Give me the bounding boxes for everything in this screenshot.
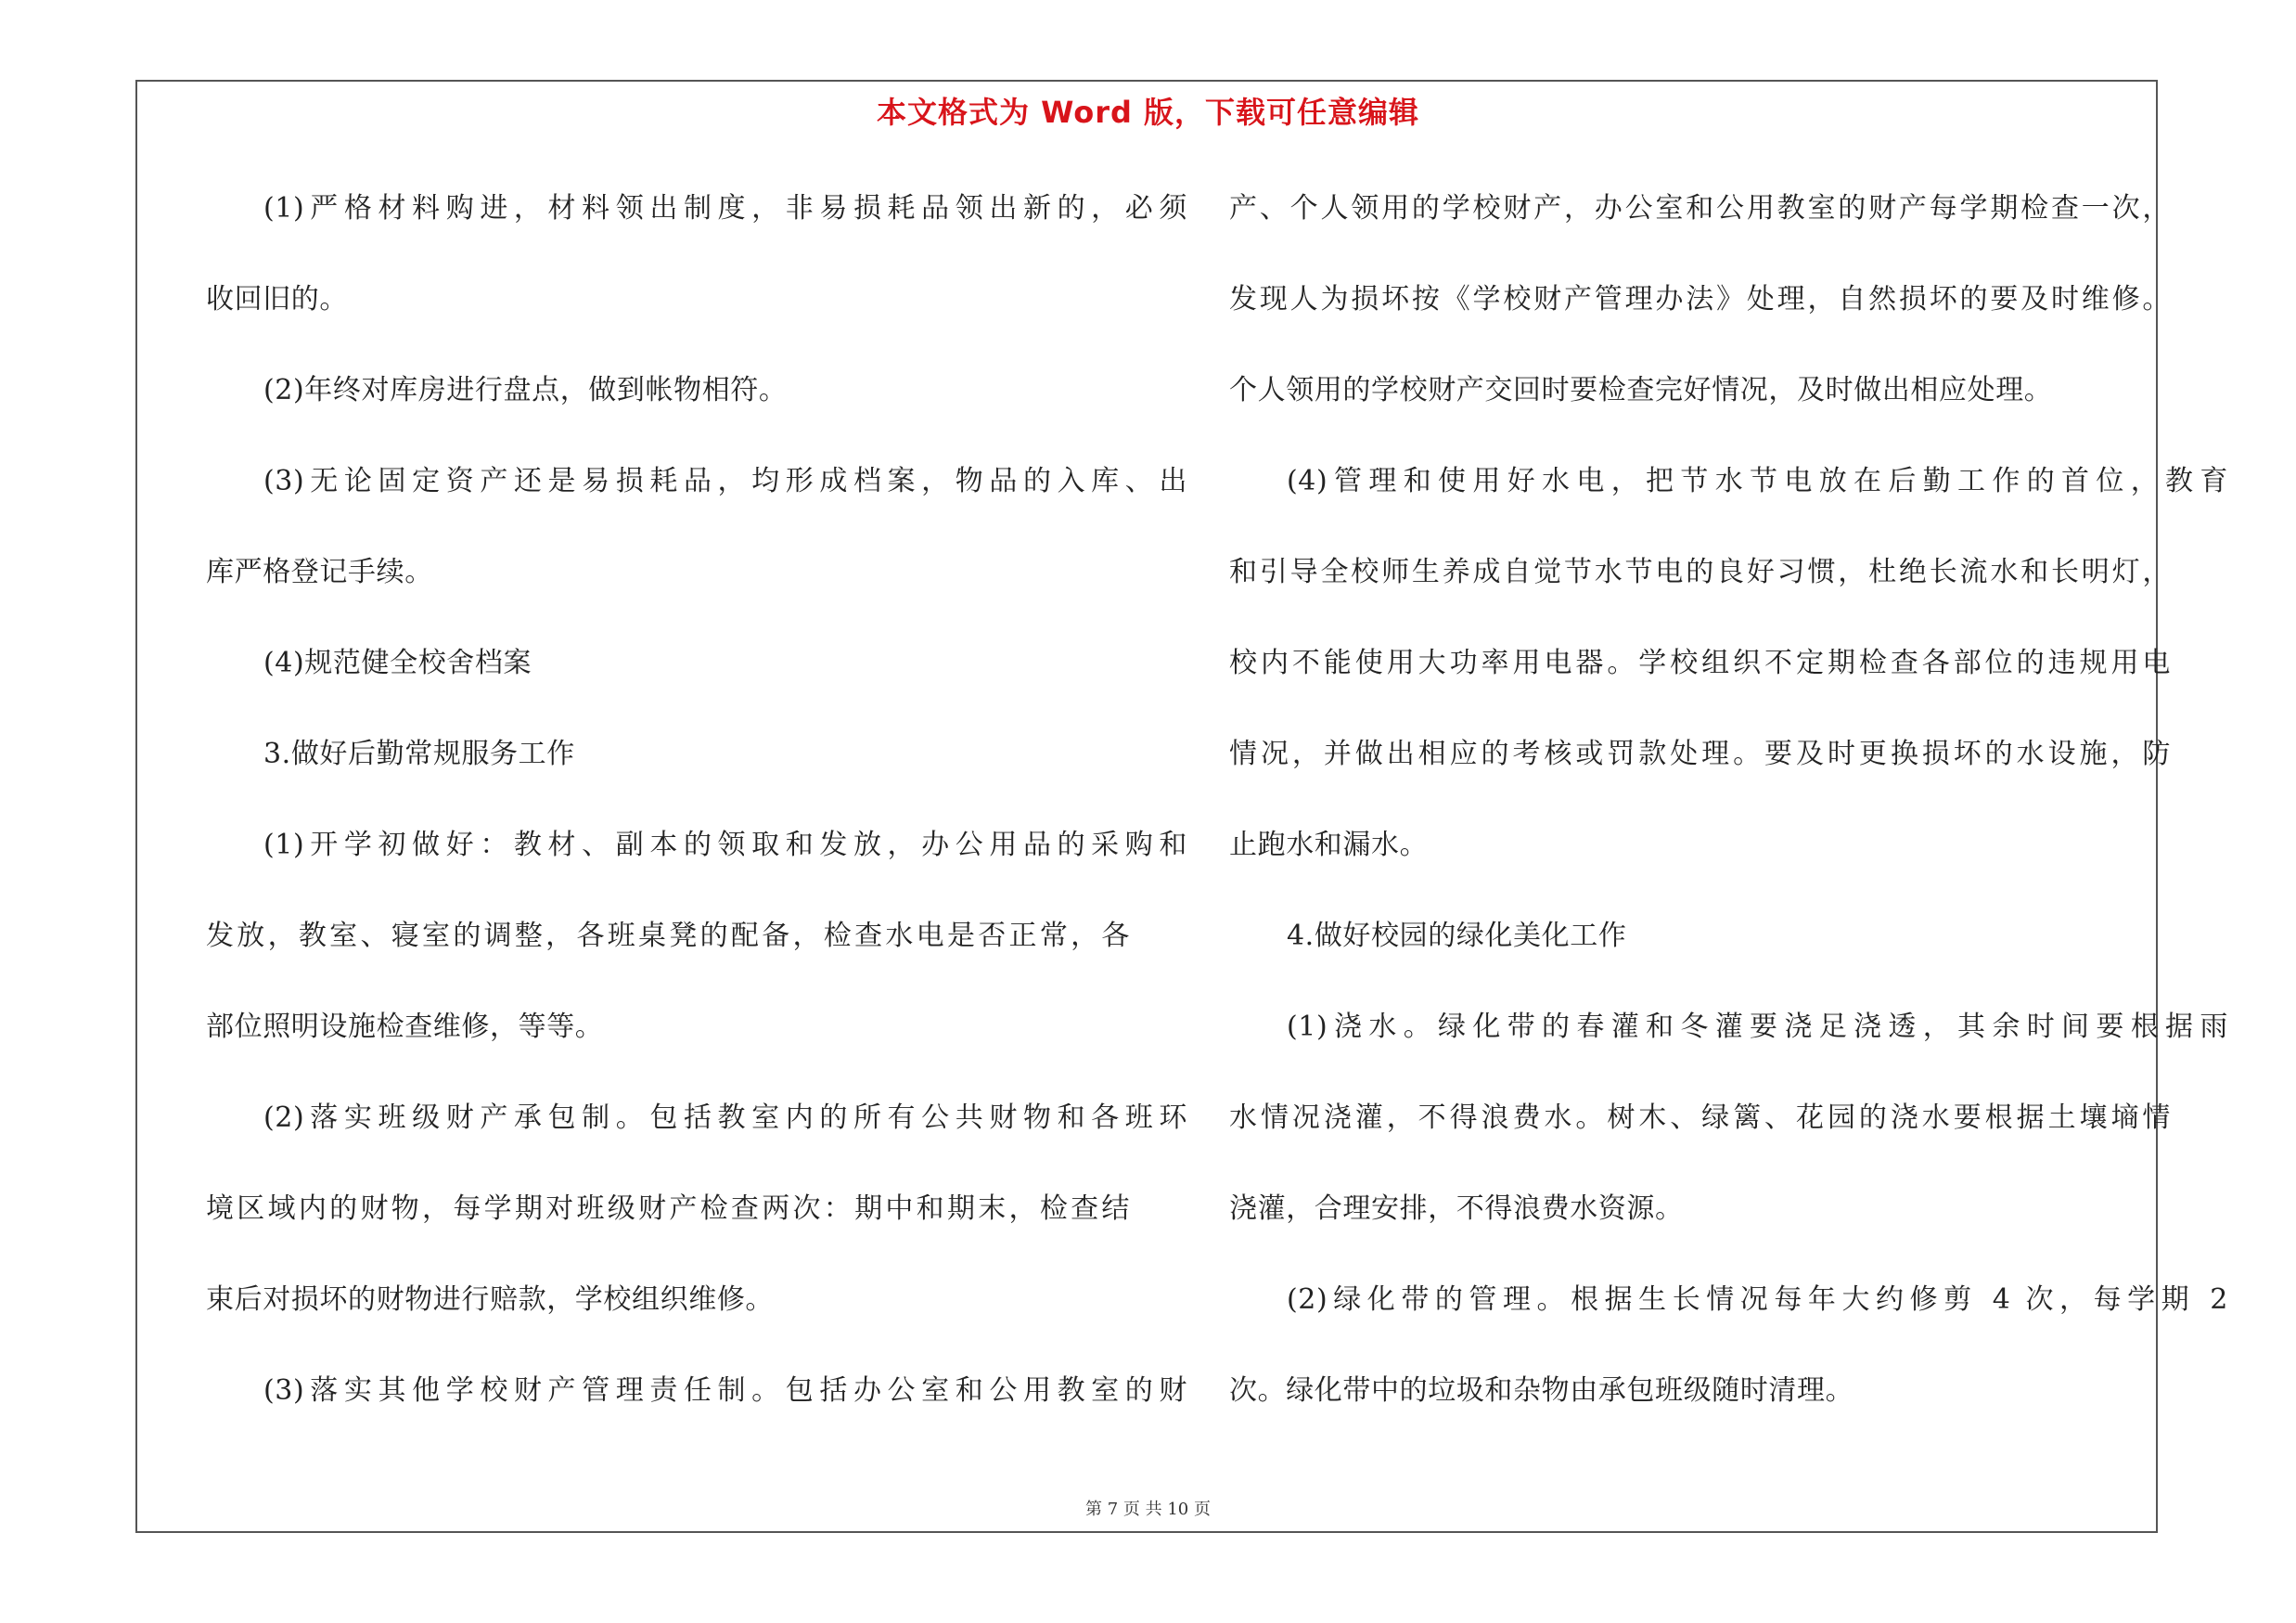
- paragraph-line: 部位照明设施检查维修，等等。: [206, 1011, 604, 1043]
- paragraph-line: 发现人为损坏按《学校财产管理办法》处理，自然损坏的要及时维修。: [1229, 283, 2171, 316]
- paragraph-line: (2)落实班级财产承包制。包括教室内的所有公共财物和各班环: [263, 1101, 1187, 1134]
- paragraph-line: 次。绿化带中的垃圾和杂物由承包班级随时清理。: [1229, 1374, 1854, 1407]
- paragraph-line: 束后对损坏的财物进行赔款，学校组织维修。: [206, 1283, 774, 1316]
- paragraph-line: (1)开学初做好：教材、副本的领取和发放，办公用品的采购和: [263, 829, 1187, 861]
- paragraph-line: 校内不能使用大功率用电器。学校组织不定期检查各部位的违规用电: [1229, 647, 2171, 679]
- paragraph-line: 发放，教室、寝室的调整，各班桌凳的配备，检查水电是否正常，各: [206, 920, 1130, 952]
- section-heading: 3.做好后勤常规服务工作: [263, 738, 575, 770]
- paragraph-line: (2)年终对库房进行盘点，做到帐物相符。: [263, 374, 788, 406]
- paragraph-line: (4)管理和使用好水电，把节水节电放在后勤工作的首位，教育: [1287, 465, 2228, 497]
- paragraph-line: (3)落实其他学校财产管理责任制。包括办公室和公用教室的财: [263, 1374, 1187, 1407]
- paragraph-line: 产、个人领用的学校财产，办公室和公用教室的财产每学期检查一次，: [1229, 192, 2171, 225]
- paragraph-line: (1)严格材料购进，材料领出制度，非易损耗品领出新的，必须: [263, 192, 1187, 225]
- paragraph-line: 境区域内的财物，每学期对班级财产检查两次：期中和期末，检查结: [206, 1192, 1130, 1225]
- paragraph-line: 库严格登记手续。: [206, 556, 433, 588]
- paragraph-line: (3)无论固定资产还是易损耗品，均形成档案，物品的入库、出: [263, 465, 1187, 497]
- page-number: 第 7 页 共 10 页: [1085, 1500, 1211, 1519]
- paragraph-line: 个人领用的学校财产交回时要检查完好情况，及时做出相应处理。: [1229, 374, 2053, 406]
- paragraph-line: 和引导全校师生养成自觉节水节电的良好习惯，杜绝长流水和长明灯，: [1229, 556, 2171, 588]
- paragraph-line: 浇灌，合理安排，不得浪费水资源。: [1229, 1192, 1684, 1225]
- paragraph-line: 情况，并做出相应的考核或罚款处理。要及时更换损坏的水设施，防: [1229, 738, 2171, 770]
- paragraph-line: (4)规范健全校舍档案: [263, 647, 532, 679]
- header-banner: 本文格式为 Word 版，下载可任意编辑: [876, 95, 1420, 130]
- paragraph-line: 收回旧的。: [206, 283, 348, 316]
- paragraph-line: 止跑水和漏水。: [1229, 829, 1429, 861]
- paragraph-line: (2)绿化带的管理。根据生长情况每年大约修剪 4 次，每学期 2: [1287, 1283, 2228, 1316]
- paragraph-line: 水情况浇灌，不得浪费水。树木、绿篱、花园的浇水要根据土壤墒情: [1229, 1101, 2171, 1134]
- section-heading: 4.做好校园的绿化美化工作: [1287, 920, 1627, 952]
- paragraph-line: (1)浇水。绿化带的春灌和冬灌要浇足浇透，其余时间要根据雨: [1287, 1011, 2228, 1043]
